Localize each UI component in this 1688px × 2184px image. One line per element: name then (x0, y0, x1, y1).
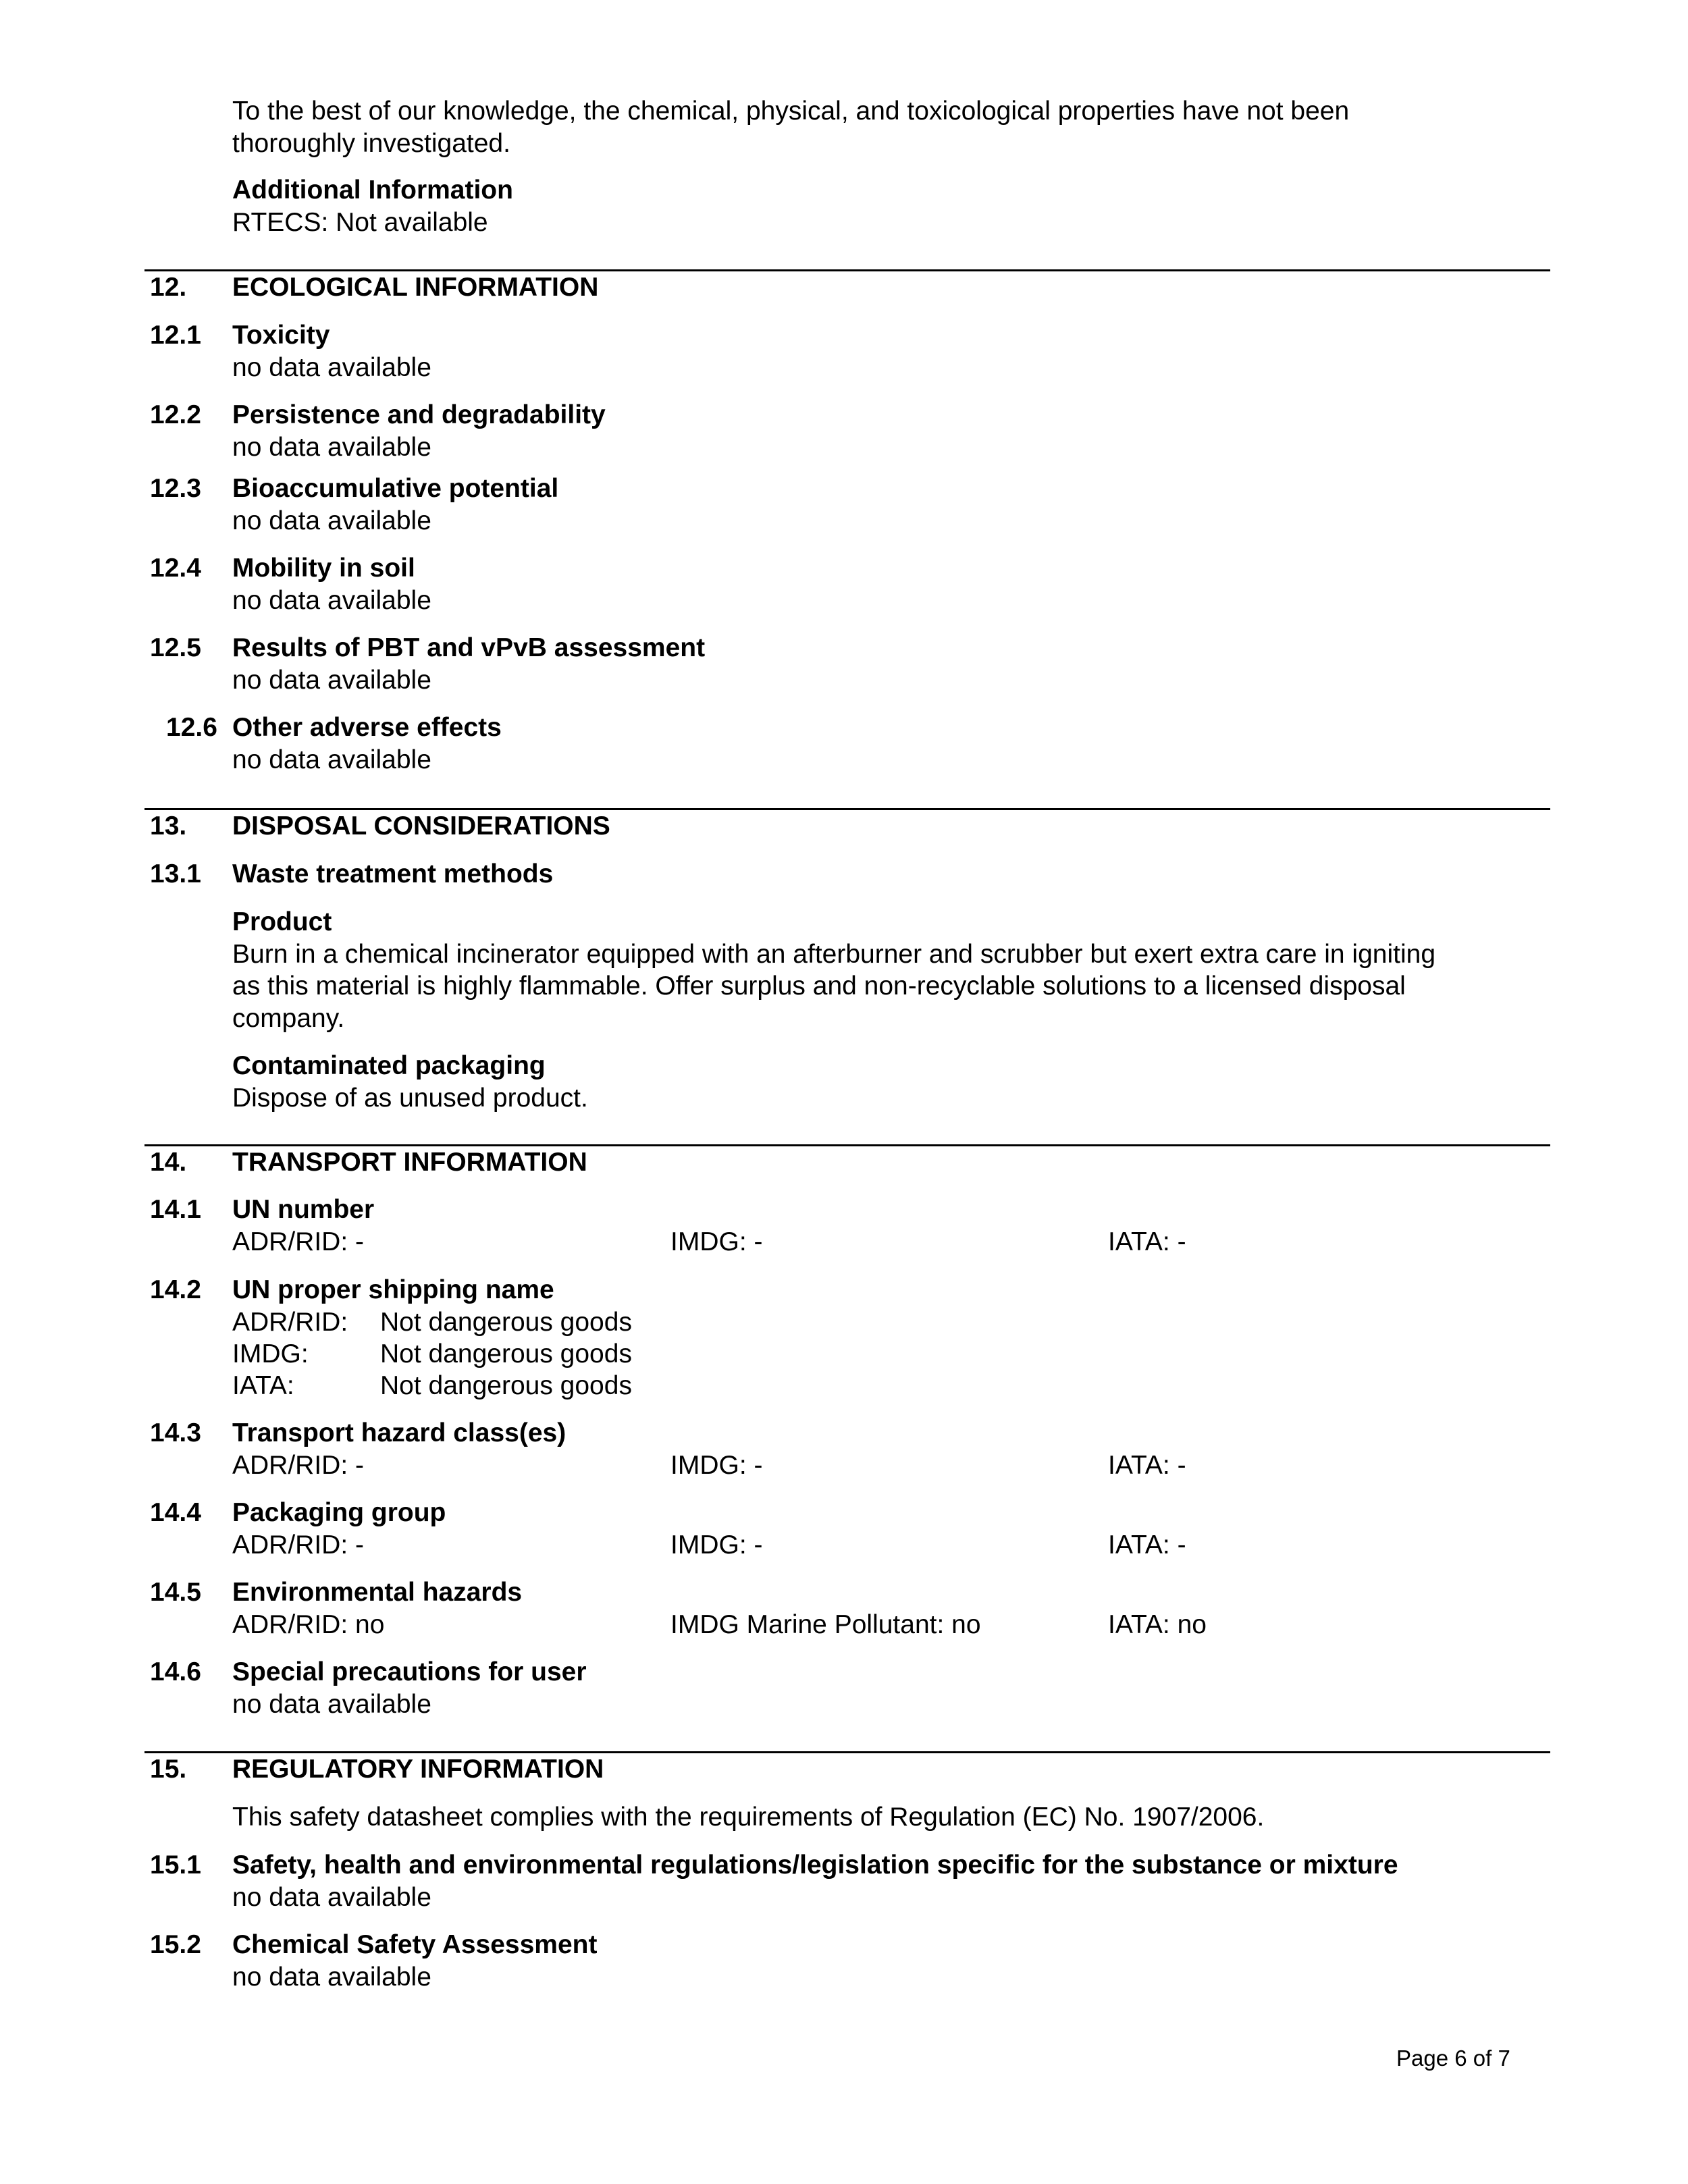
subsection-text: no data available (232, 506, 431, 535)
product-text-line: Burn in a chemical incinerator equipped with an afterburner and scrubber but exert extra care in igniting (232, 940, 1436, 969)
imdg-value: IMDG: - (670, 1451, 763, 1480)
shipping-label: ADR/RID: (232, 1308, 348, 1337)
packaging-text: Dispose of as unused product. (232, 1084, 588, 1113)
iata-value: IATA: no (1108, 1610, 1207, 1639)
subsection-title: Bioaccumulative potential (232, 474, 559, 503)
iata-value: IATA: - (1108, 1227, 1186, 1256)
rtecs-text: RTECS: Not available (232, 208, 488, 237)
subsection-number: 12.2 (150, 400, 201, 429)
intro-line-1: To the best of our knowledge, the chemical, physical, and toxicological properties have not been (232, 97, 1350, 126)
shipping-label: IMDG: (232, 1339, 309, 1368)
subsection-title: Transport hazard class(es) (232, 1418, 566, 1447)
subsection-title: Toxicity (232, 321, 330, 350)
regulation-intro: This safety datasheet complies with the requirements of Regulation (EC) No. 1907/2006. (232, 1803, 1265, 1832)
product-heading: Product (232, 907, 332, 936)
subsection-number: 14.1 (150, 1195, 201, 1224)
intro-line-2: thoroughly investigated. (232, 129, 510, 158)
subsection-number: 14.3 (150, 1418, 201, 1447)
section-title: ECOLOGICAL INFORMATION (232, 273, 599, 302)
section-number: 12. (150, 273, 187, 302)
subsection-text: no data available (232, 433, 431, 462)
subsection-number: 14.5 (150, 1578, 201, 1607)
subsection-title: Persistence and degradability (232, 400, 606, 429)
subsection-number: 14.2 (150, 1275, 201, 1304)
subsection-number: 14.4 (150, 1498, 201, 1527)
subsection-title: Results of PBT and vPvB assessment (232, 633, 706, 662)
product-text-line: as this material is highly flammable. Offer surplus and non-recyclable solutions to a licensed disposal (232, 971, 1406, 1001)
subsection-title: Other adverse effects (232, 713, 502, 742)
packaging-heading: Contaminated packaging (232, 1051, 546, 1080)
imdg-value: IMDG: - (670, 1227, 763, 1256)
subsection-text: no data available (232, 1690, 431, 1719)
subsection-title: Packaging group (232, 1498, 446, 1527)
subsection-title: Environmental hazards (232, 1578, 523, 1607)
subsection-text: no data available (232, 353, 431, 382)
subsection-text: no data available (232, 586, 431, 615)
subsection-title: Mobility in soil (232, 554, 415, 583)
section-number: 15. (150, 1755, 187, 1784)
shipping-value: Not dangerous goods (380, 1371, 632, 1400)
subsection-number: 13.1 (150, 859, 201, 888)
subsection-text: no data available (232, 1963, 431, 1992)
subsection-title: Special precautions for user (232, 1657, 587, 1686)
subsection-title: UN proper shipping name (232, 1275, 554, 1304)
additional-info-heading: Additional Information (232, 176, 513, 205)
shipping-label: IATA: (232, 1371, 294, 1400)
subsection-title: Safety, health and environmental regulations/legislation specific for the substance or mixture (232, 1850, 1398, 1880)
adr-value: ADR/RID: no (232, 1610, 385, 1639)
imdg-value: IMDG: - (670, 1530, 763, 1560)
section-title: REGULATORY INFORMATION (232, 1755, 604, 1784)
subsection-text: no data available (232, 666, 431, 695)
shipping-value: Not dangerous goods (380, 1308, 632, 1337)
adr-value: ADR/RID: - (232, 1530, 364, 1560)
adr-value: ADR/RID: - (232, 1451, 364, 1480)
subsection-number: 12.4 (150, 554, 201, 583)
subsection-title: UN number (232, 1195, 375, 1224)
subsection-title: Chemical Safety Assessment (232, 1930, 598, 1959)
shipping-value: Not dangerous goods (380, 1339, 632, 1368)
subsection-text: no data available (232, 745, 431, 774)
subsection-number: 14.6 (150, 1657, 201, 1686)
product-text-line: company. (232, 1004, 345, 1033)
subsection-number: 15.2 (150, 1930, 201, 1959)
section-title: DISPOSAL CONSIDERATIONS (232, 811, 610, 841)
subsection-number: 12.3 (150, 474, 201, 503)
section-number: 14. (150, 1148, 187, 1177)
adr-value: ADR/RID: - (232, 1227, 364, 1256)
section-number: 13. (150, 811, 187, 841)
subsection-number: 12.6 (166, 713, 217, 742)
iata-value: IATA: - (1108, 1530, 1186, 1560)
subsection-title: Waste treatment methods (232, 859, 554, 888)
subsection-number: 12.1 (150, 321, 201, 350)
subsection-number: 12.5 (150, 633, 201, 662)
iata-value: IATA: - (1108, 1451, 1186, 1480)
page-number: Page 6 of 7 (1396, 2046, 1510, 2071)
imdg-value: IMDG Marine Pollutant: no (670, 1610, 981, 1639)
section-title: TRANSPORT INFORMATION (232, 1148, 587, 1177)
subsection-text: no data available (232, 1883, 431, 1912)
subsection-number: 15.1 (150, 1850, 201, 1880)
